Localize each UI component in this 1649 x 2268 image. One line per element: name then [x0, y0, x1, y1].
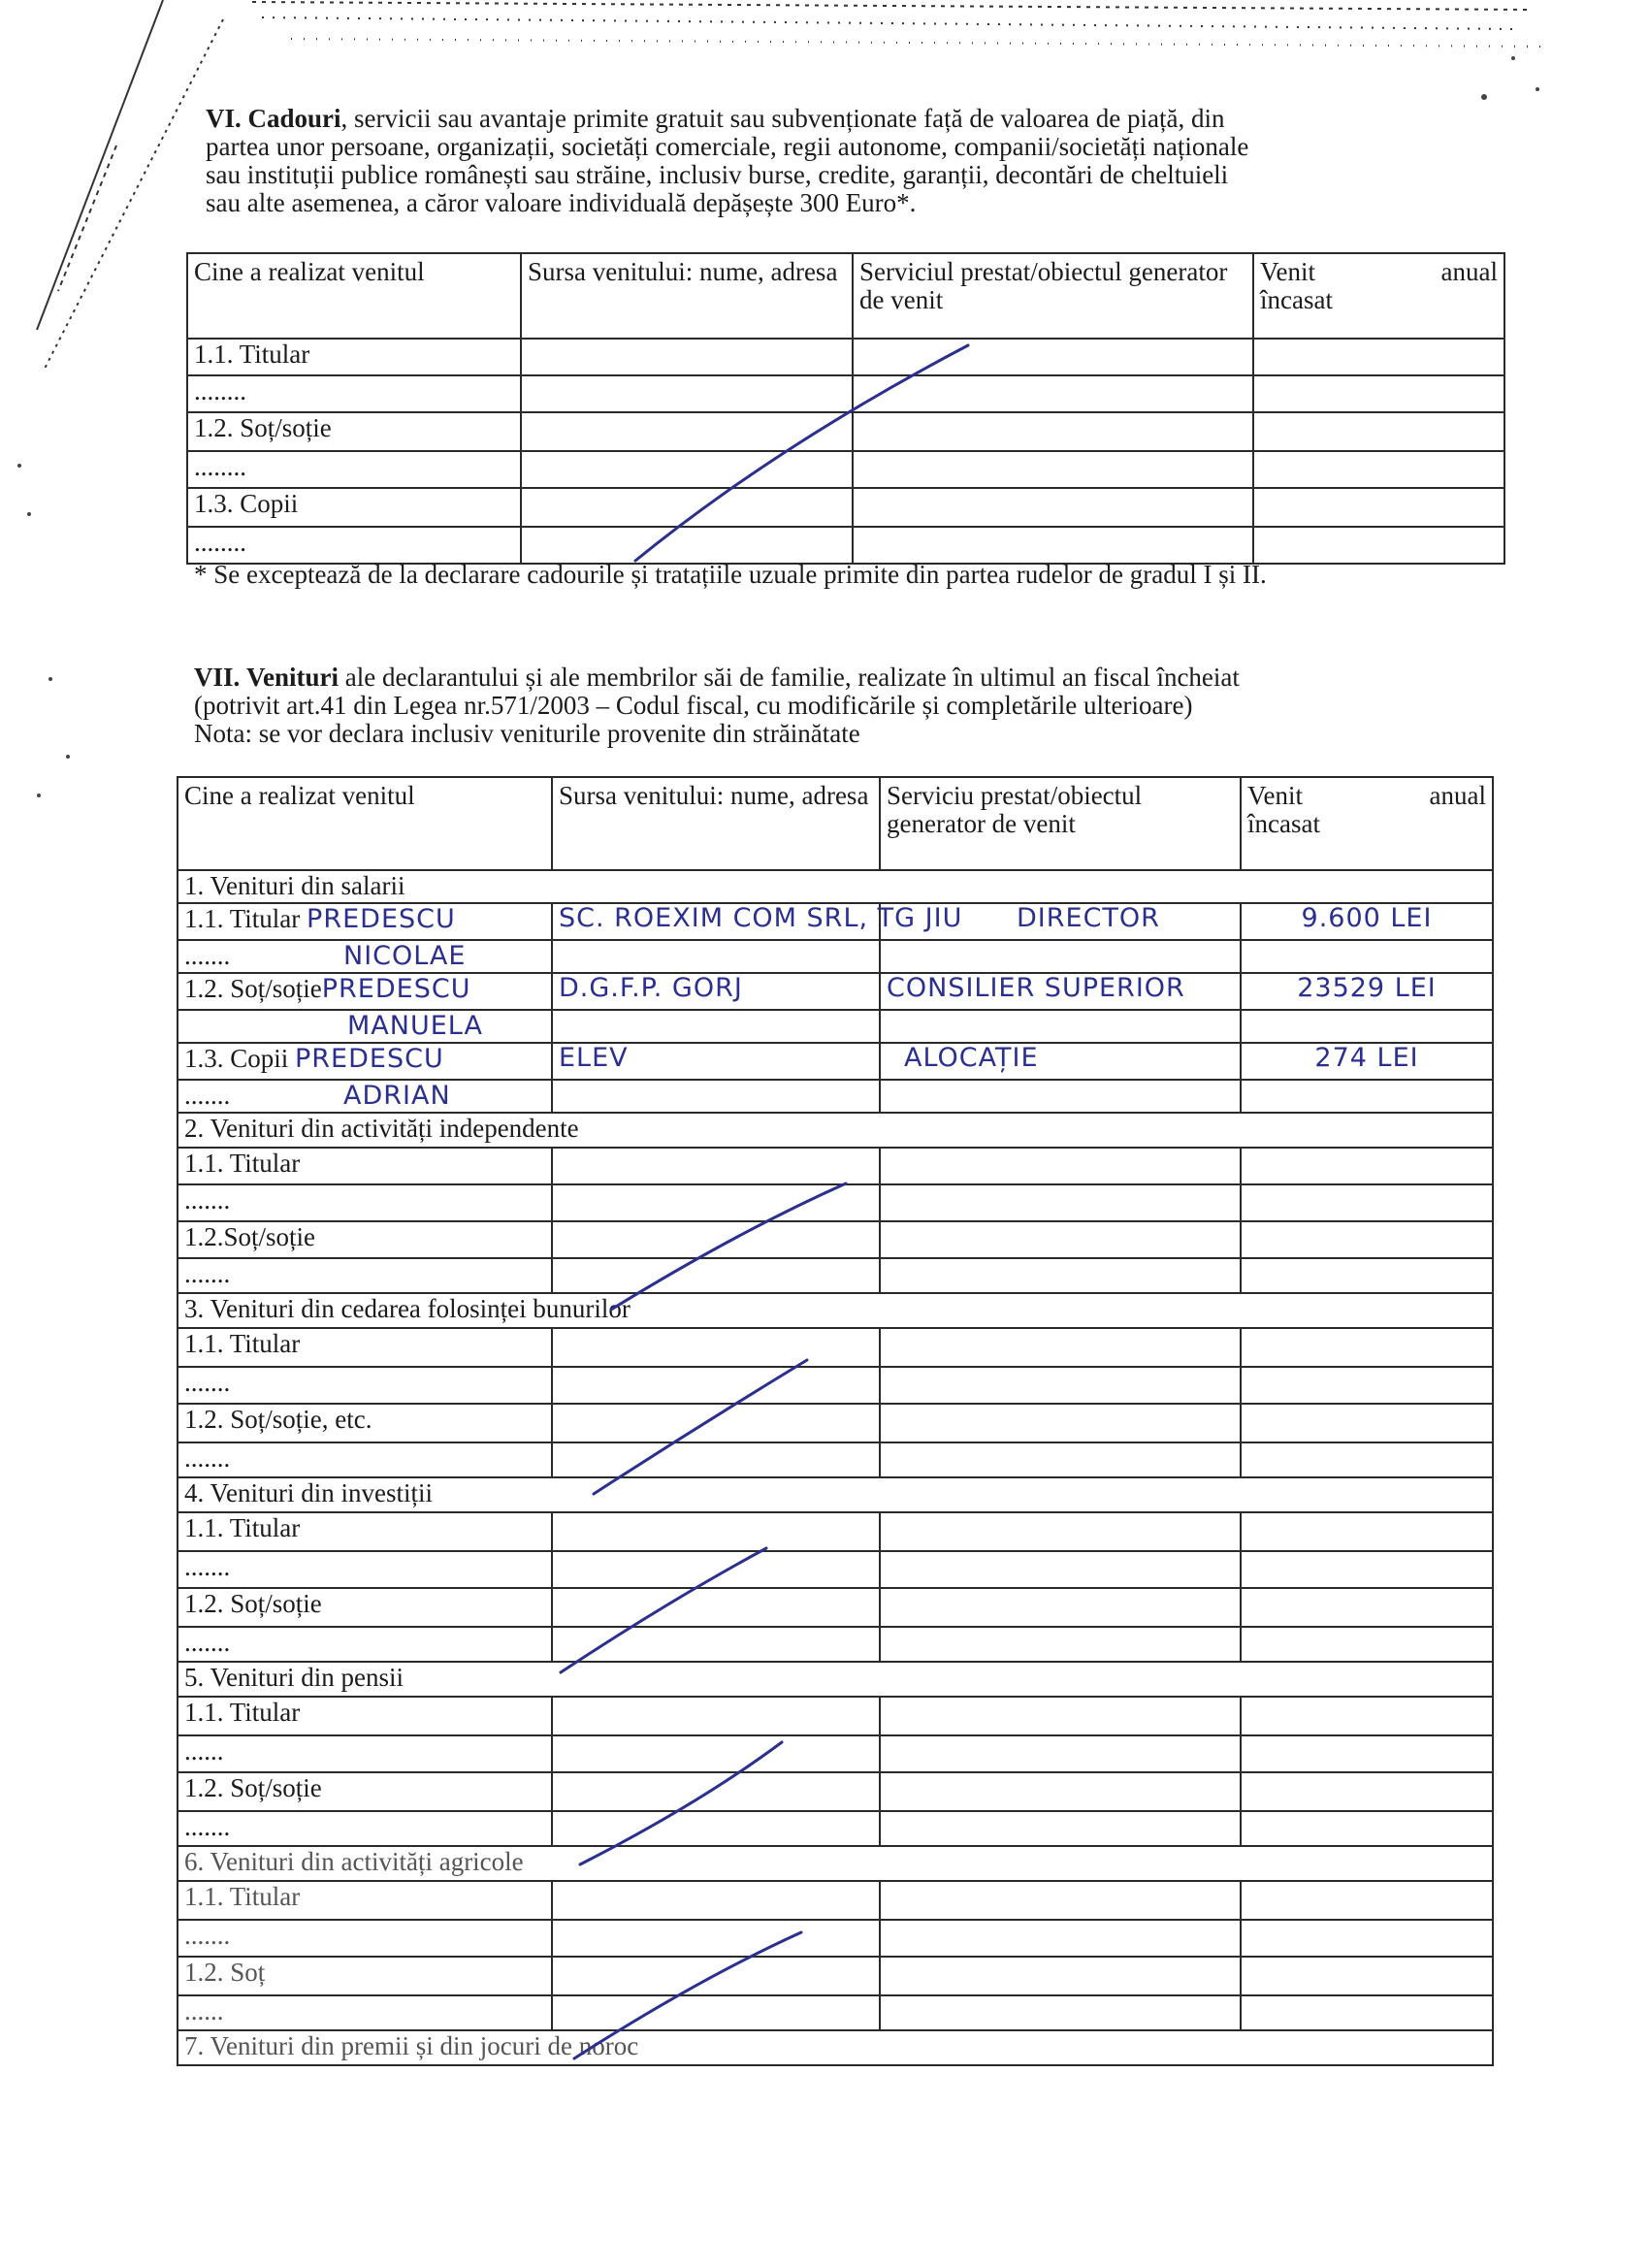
table-row [178, 1442, 1493, 1477]
row-label: 1.2. Soț [178, 1957, 552, 1995]
section-vi-heading: VI. Cadouri, servicii sau avantaje primite gratuit sau subvenționate față de valoarea de piață, din partea unor persoane, organizații, societăți comerciale, regii autonome, companii/societăți naționale sau instituții publice românești sau străine, inclusiv burse, credite, garanții, decontări de cheltuieli sau alte asemenea, a căror valoare individuală depășește 300 Euro*. [206, 104, 1249, 217]
row-label: ....... [178, 1811, 552, 1846]
table-row [187, 412, 1504, 451]
row-label: 1.2. Soț/soție [184, 974, 322, 1003]
table-row [187, 488, 1504, 527]
section-vii-line-3: Nota: se vor declara inclusiv veniturile provenite din străinătate [194, 719, 860, 748]
spouse-name-1: PREDESCU [321, 974, 471, 1004]
group-title: 7. Venituri din premii și din jocuri de noroc [178, 2030, 1493, 2065]
table-row [187, 375, 1504, 412]
col-income-a: Venit [1260, 257, 1315, 286]
gifts-table [186, 252, 1505, 565]
col-income-c: încasat [1247, 809, 1320, 838]
titular-source: SC. ROEXIM COM SRL, TG JIU [552, 903, 880, 940]
child-source: ELEV [552, 1043, 880, 1080]
row-label: 1.2. Soț/soție, etc. [178, 1404, 552, 1442]
titular-name-1: PREDESCU [307, 904, 456, 934]
table-row [178, 1184, 1493, 1221]
child-service: ALOCAȚIE [880, 1043, 1241, 1080]
table-row [187, 527, 1504, 564]
child-income: 274 LEI [1241, 1043, 1493, 1080]
table-row [178, 1920, 1493, 1957]
row-label: ....... [178, 1920, 552, 1957]
row-label: ...... [178, 1735, 552, 1772]
table-row [178, 973, 1493, 1010]
col-income [1241, 777, 1493, 870]
row-label: 1.1. Titular [178, 1881, 552, 1920]
section-vii-roman: VII. [194, 663, 241, 692]
col-source: Sursa venitului: nume, adresa [521, 253, 853, 339]
row-label: ........ [187, 451, 521, 488]
table-row [178, 1328, 1493, 1367]
section-vii-line-1: ale declarantului și ale membrilor săi de familie, realizate în ultimul an fiscal încheiat [344, 663, 1240, 692]
col-who: Cine a realizat venitul [178, 777, 552, 870]
col-income-c: încasat [1260, 285, 1333, 314]
section-vi-line-4: sau alte asemenea, a căror valoare individuală depășește 300 Euro*. [206, 188, 917, 217]
section-vi-line-2: partea unor persoane, organizații, societăți comerciale, regii autonome, companii/societăți naționale [206, 132, 1249, 161]
group-title-salary: 1. Venituri din salarii [178, 870, 1493, 903]
income-table [177, 776, 1494, 2066]
table-row [178, 1772, 1493, 1811]
titular-name-2: NICOLAE [343, 941, 467, 971]
gifts-header-row [187, 253, 1504, 339]
table-row [178, 1043, 1493, 1080]
table-row [178, 1811, 1493, 1846]
child-name-2: ADRIAN [343, 1081, 451, 1111]
spouse-service: CONSILIER SUPERIOR [880, 973, 1241, 1010]
group-title: 4. Venituri din investiții [178, 1477, 1493, 1512]
col-service: Serviciu prestat/obiectul generator de venit [880, 777, 1241, 870]
table-row [178, 1080, 1493, 1113]
table-row [178, 940, 1493, 973]
row-label: ....... [178, 1184, 552, 1221]
spouse-name-2: MANUELA [347, 1011, 483, 1041]
table-row [187, 339, 1504, 375]
row-label: 1.1. Titular [178, 1148, 552, 1184]
spouse-source: D.G.F.P. GORJ [552, 973, 880, 1010]
col-source: Sursa venitului: nume, adresa [552, 777, 880, 870]
table-row [178, 1512, 1493, 1551]
row-label: ....... [184, 941, 231, 970]
table-row [178, 1258, 1493, 1293]
row-label: ........ [187, 527, 521, 564]
table-row [178, 1957, 1493, 1995]
table-row [178, 1588, 1493, 1627]
section-vii-line-2: (potrivit art.41 din Legea nr.571/2003 – Codul fiscal, cu modificările și completările ulterioare) [194, 691, 1193, 720]
row-label: 1.1. Titular [178, 1328, 552, 1367]
row-label: ....... [178, 1442, 552, 1477]
row-label: 1.3. Copii [184, 1044, 289, 1073]
row-label: 1.3. Copii [187, 488, 521, 527]
col-who: Cine a realizat venitul [187, 253, 521, 339]
section-vii-heading [194, 664, 1494, 748]
row-label: ....... [184, 1081, 231, 1110]
group-title: 2. Venituri din activități independente [178, 1113, 1493, 1148]
table-row [178, 1697, 1493, 1735]
gifts-footnote: * Se exceptează de la declarare cadourile și tratațiile uzuale primite din partea rudelor de gradul I și II. [194, 560, 1267, 589]
section-vi-roman: VI. [206, 104, 242, 133]
col-service: Serviciul prestat/obiectul generator de venit [853, 253, 1253, 339]
row-label: 1.2. Soț/soție [187, 412, 521, 451]
table-row [178, 1221, 1493, 1258]
section-vi-line-1: servicii sau avantaje primite gratuit sau subvenționate față de valoarea de piață, din [354, 104, 1225, 133]
row-label: ....... [178, 1367, 552, 1404]
row-label: ...... [178, 1995, 552, 2030]
col-income-b: anual [1440, 257, 1498, 286]
table-row [178, 1148, 1493, 1184]
row-label: 1.2. Soț/soție [178, 1588, 552, 1627]
table-row [178, 1995, 1493, 2030]
income-header-row [178, 777, 1493, 870]
row-label: 1.1. Titular [178, 1512, 552, 1551]
table-row [178, 1627, 1493, 1662]
group-title: 3. Venituri din cedarea folosinței bunurilor [178, 1293, 1493, 1328]
table-row [178, 1010, 1493, 1043]
section-vii-keyword: Venituri [246, 663, 340, 692]
spouse-income: 23529 LEI [1241, 973, 1493, 1010]
table-row [178, 1881, 1493, 1920]
row-label: ....... [178, 1551, 552, 1588]
child-name-1: PREDESCU [295, 1044, 444, 1074]
col-income-a: Venit [1247, 781, 1303, 810]
table-row [178, 1551, 1493, 1588]
col-income [1253, 253, 1504, 339]
table-row [187, 451, 1504, 488]
table-row [178, 1367, 1493, 1404]
row-label: 1.1. Titular [178, 1697, 552, 1735]
section-vi-keyword: Cadouri [247, 104, 341, 133]
row-label: 1.1. Titular [184, 904, 301, 933]
table-row [178, 1735, 1493, 1772]
row-label: ........ [187, 375, 521, 412]
titular-income: 9.600 LEI [1241, 903, 1493, 940]
group-title: 5. Venituri din pensii [178, 1662, 1493, 1697]
section-vi-line-3: sau instituții publice românești sau străine, inclusiv burse, credite, garanții, decontări de cheltuieli [206, 160, 1229, 189]
row-label: ....... [178, 1627, 552, 1662]
table-row [178, 1404, 1493, 1442]
titular-service: DIRECTOR [880, 903, 1241, 940]
col-income-b: anual [1429, 781, 1486, 810]
row-label: 1.1. Titular [187, 339, 521, 375]
row-label: 1.2.Soț/soție [178, 1221, 552, 1258]
row-label: 1.2. Soț/soție [178, 1772, 552, 1811]
table-row [178, 903, 1493, 940]
group-title: 6. Venituri din activități agricole [178, 1846, 1493, 1881]
row-label: ....... [178, 1258, 552, 1293]
